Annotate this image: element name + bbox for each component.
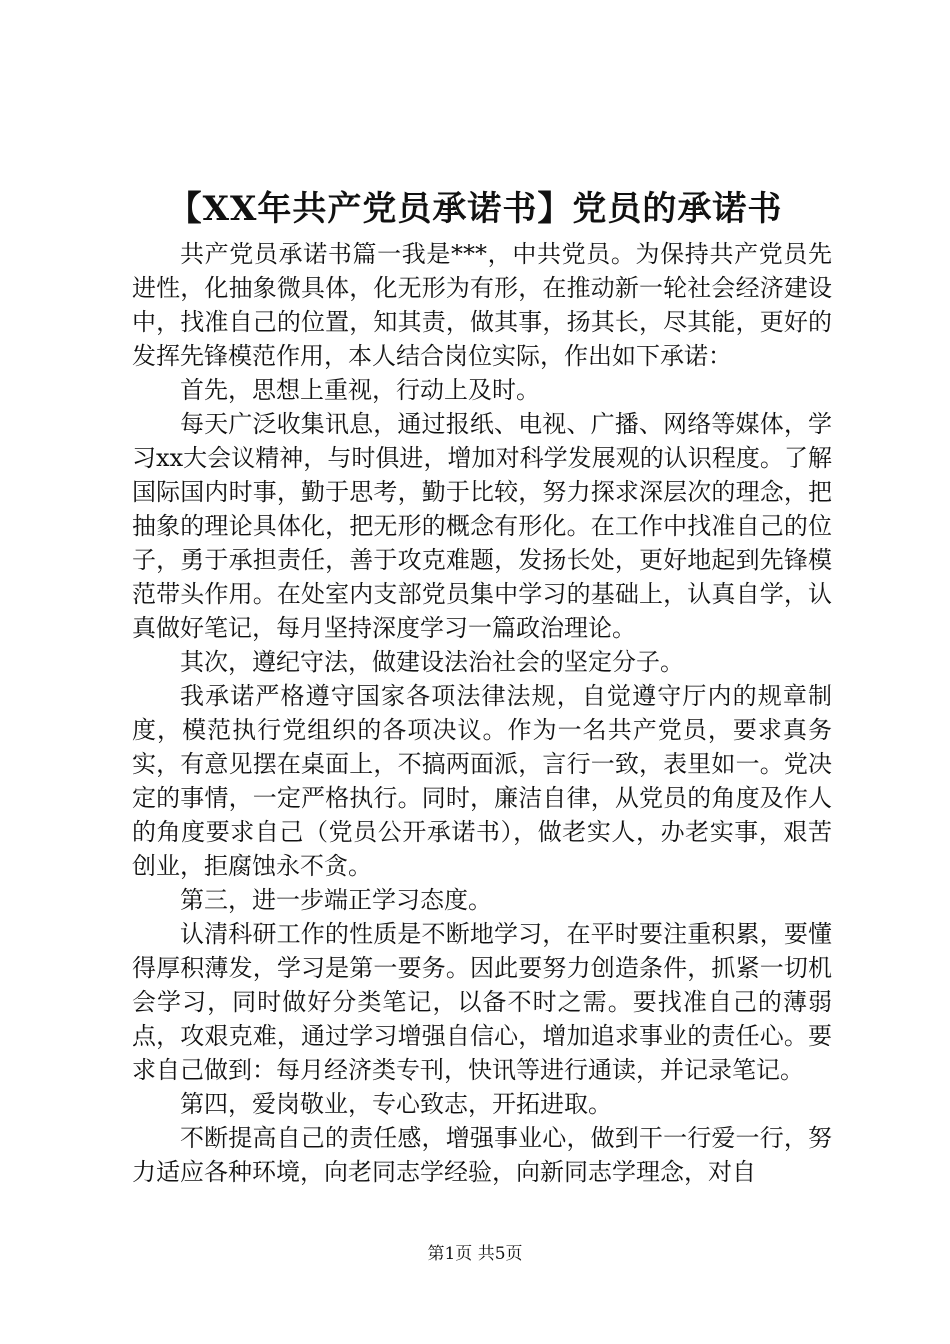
paragraph: 认清科研工作的性质是不断地学习，在平时要注重积累，要懂得厚积薄发，学习是第一要务。因此要努力创造条件，抓紧一切机会学习，同时做好分类笔记，以备不时之需。要找准自己的薄弱点，攻艰克难，通过学习增强自信心，增加追求事业的责任心。要求自己做到：每月经济类专刊，快讯等进行通读，并记录笔记。 [132, 920, 832, 1084]
paragraph: 每天广泛收集讯息，通过报纸、电视、广播、网络等媒体，学习xx大会议精神，与时俱进，增加对科学发展观的认识程度。了解国际国内时事，勤于思考，勤于比较，努力探求深层次的理念，把抽象的理论具体化，把无形的概念有形化。在工作中找准自己的位子，勇于承担责任，善于攻克难题，发扬长处，更好地起到先锋模范带头作用。在处室内支部党员集中学习的基础上，认真自学，认真做好笔记，每月坚持深度学习一篇政治理论。 [132, 410, 832, 642]
paragraph: 共产党员承诺书篇一我是***，中共党员。为保持共产党员先进性，化抽象微具体，化无形为有形，在推动新一轮社会经济建设中，找准自己的位置，知其责，做其事，扬其长，尽其能，更好的发挥先锋模范作用，本人结合岗位实际，作出如下承诺： [132, 240, 832, 370]
page-number-footer: 第1页 共5页 [427, 1244, 523, 1264]
paragraph: 第三，进一步端正学习态度。 [180, 886, 492, 914]
paragraph: 首先，思想上重视，行动上及时。 [180, 376, 540, 404]
paragraph: 不断提高自己的责任感，增强事业心，做到干一行爱一行，努力适应各种环境，向老同志学经验，向新同志学理念，对自 [132, 1124, 832, 1186]
document-body [132, 237, 832, 1189]
document-title: 【XX年共产党员承诺书】党员的承诺书 [167, 189, 783, 229]
paragraph: 第四，爱岗敬业，专心致志，开拓进取。 [180, 1090, 612, 1118]
paragraph: 其次，遵纪守法，做建设法治社会的坚定分子。 [180, 648, 684, 676]
paragraph: 我承诺严格遵守国家各项法律法规，自觉遵守厅内的规章制度，模范执行党组织的各项决议。作为一名共产党员，要求真务实，有意见摆在桌面上，不搞两面派，言行一致，表里如一。党决定的事情，一定严格执行。同时，廉洁自律，从党员的角度及作人的角度要求自己（党员公开承诺书），做老实人，办老实事，艰苦创业，拒腐蚀永不贪。 [132, 682, 832, 880]
